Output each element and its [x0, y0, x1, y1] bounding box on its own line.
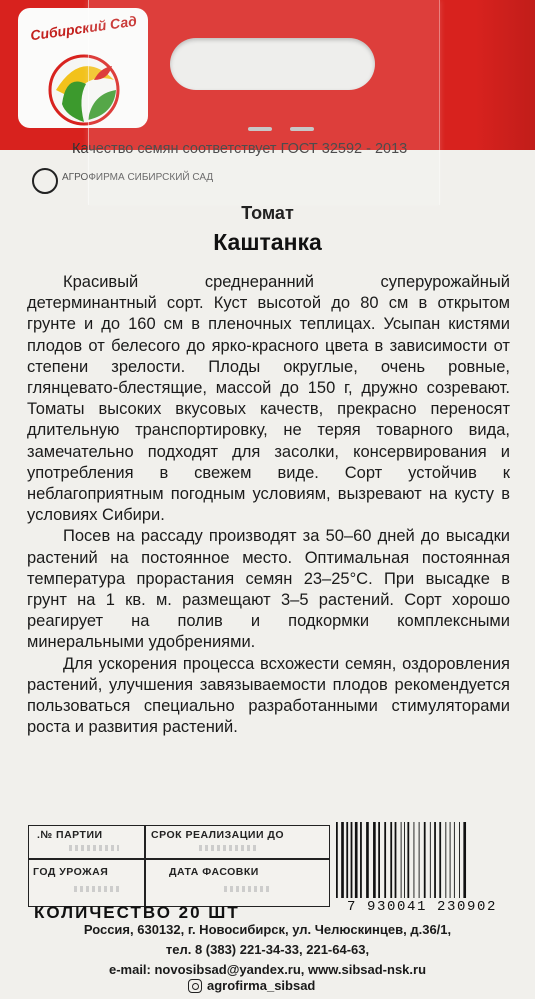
barcode-bar — [463, 822, 466, 898]
description-paragraph: Посев на рассаду производят за 50–60 дней до высадки растений на постоянное место. Оптимальная постоянная температура прорастания семян 23–25°С. При высадке в грунт на 1 кв. м. размещают 3–5 растений. Сорт хорошо реагирует на полив и подкормки комплексными минеральными удобрениями. — [27, 527, 510, 652]
barcode-bar — [384, 822, 386, 898]
barcode-bar — [404, 822, 405, 898]
barcode-bar — [424, 822, 426, 898]
barcode-bar — [439, 822, 441, 898]
printed-stamp — [74, 886, 119, 892]
transparent-tape — [88, 0, 440, 205]
description-paragraph: Красивый среднеранний суперурожайный детерминантный сорт. Куст высотой до 80 см в открытом грунте и до 160 см в пленочных теплицах. Усыпан кистями плодов от белесого до ярко-красного цвета в зависимости от степени зрелости. Плоды округлые, очень ровные, глянцевато-блестящие, массой до 150 г, дружно созревают. Томаты высоких вкусовых качеств, прекрасно переносят длительную транспортировку, не теряя товарного вида, замечательно подходят для засолки, консервирования и употребления в свежем виде. Сорт устойчив к неблагоприятным погодным условиям, вызревают на кусту в условиях Сибири. — [27, 273, 510, 525]
barcode-bar — [413, 822, 414, 898]
address-line: Россия, 630132, г. Новосибирск, ул. Челюскинцев, д.36/1, — [83, 922, 452, 937]
harvest-year-label: ГОД УРОЖАЯ — [33, 866, 109, 878]
small-brand-icon — [32, 168, 58, 194]
barcode-bar — [434, 822, 436, 898]
barcode-bar — [355, 822, 358, 898]
barcode-bar — [419, 822, 420, 898]
barcode-bar — [360, 822, 362, 898]
phone-line: тел. 8 (383) 221-34-33, 221-64-63, — [165, 942, 370, 957]
barcode-bar — [341, 822, 344, 898]
batch-info-table — [28, 825, 330, 907]
barcode-bar — [373, 822, 376, 898]
small-brand-text: АГРОФИРМА СИБИРСКИЙ САД — [62, 172, 214, 183]
barcode-bar — [351, 822, 353, 898]
product-variety: Каштанка — [213, 229, 322, 255]
barcode-bar — [459, 822, 460, 898]
barcode-bar — [366, 822, 369, 898]
barcode-number: 7 930041 230902 — [346, 899, 498, 915]
barcode-bar — [454, 822, 455, 898]
barcode-bar — [445, 822, 446, 898]
product-type: Томат — [241, 203, 294, 223]
description-paragraph: Для ускорения процесса всхожести семян, оздоровления растений, улучшения завязываемости плодов рекомендуется пользоваться специально разработанными стимуляторами роста и развития растений. — [27, 654, 510, 737]
printed-stamp — [69, 845, 119, 851]
description — [27, 272, 510, 738]
barcode-bar — [450, 822, 451, 898]
expiry-label: СРОК РЕАЛИЗАЦИИ ДО — [151, 829, 285, 841]
barcode-bar — [346, 822, 348, 898]
barcode-bar — [430, 822, 431, 898]
brand-logo-text: Сибирский Сад — [29, 12, 138, 44]
instagram-icon — [188, 979, 202, 993]
printed-stamp — [199, 845, 259, 851]
table-divider — [29, 858, 329, 860]
instagram-handle: agrofirma_sibsad — [207, 978, 316, 993]
quality-standard-line: Качество семян соответствует ГОСТ 32592 - 2013 — [72, 141, 408, 157]
barcode-bar — [407, 822, 409, 898]
barcode-bar — [390, 822, 392, 898]
barcode — [334, 822, 514, 904]
contact-line: e-mail: novosibsad@yandex.ru, www.sibsad-nsk.ru — [108, 962, 427, 977]
barcode-bar — [395, 822, 397, 898]
barcode-bar — [401, 822, 402, 898]
barcode-bar — [336, 822, 338, 898]
seed-quantity: КОЛИЧЕСТВО 20 ШТ — [34, 903, 240, 922]
table-divider — [144, 826, 146, 906]
pack-date-label: ДАТА ФАСОВКИ — [169, 866, 259, 878]
batch-number-label: .№ ПАРТИИ — [37, 829, 103, 841]
printed-stamp — [224, 886, 269, 892]
barcode-bar — [378, 822, 380, 898]
